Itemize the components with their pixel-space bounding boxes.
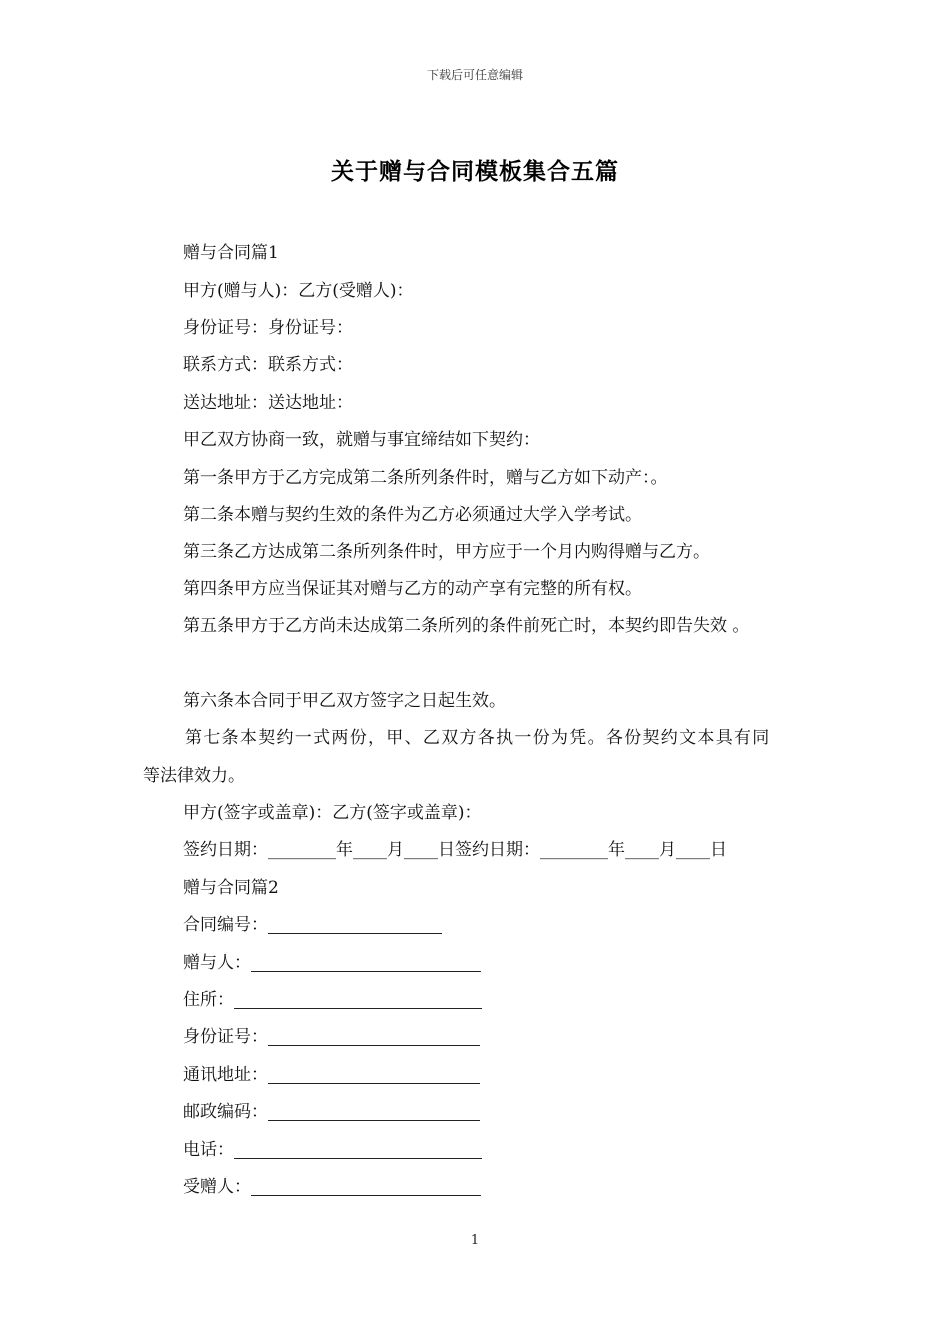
article-7-line-2: 等法律效力。 <box>143 766 245 786</box>
field-label: 住所： <box>183 990 234 1010</box>
parties-line: 甲方(赠与人)：乙方(受赠人)： <box>183 281 414 301</box>
article-6: 第六条本合同于甲乙双方签字之日起生效。 <box>183 691 506 711</box>
sign-dates-line: 签约日期：________年____月____日签约日期：________年____月____日 <box>183 840 727 860</box>
contract1-heading: 赠与合同篇1 <box>183 243 279 263</box>
donor-field <box>183 948 481 973</box>
signatures-line: 甲方(签字或盖章)：乙方(签字或盖章)： <box>183 803 482 823</box>
blank-line <box>251 953 481 972</box>
contract2-heading: 赠与合同篇2 <box>183 878 279 898</box>
article-5: 第五条甲方于乙方尚未达成第二条所列的条件前死亡时，本契约即告失效 。 <box>183 616 750 636</box>
address-line: 送达地址：送达地址： <box>183 393 353 413</box>
header-note: 下载后可任意编辑 <box>426 68 523 82</box>
contract-number-field <box>183 910 442 935</box>
article-3: 第三条乙方达成第二条所列条件时，甲方应于一个月内购得赠与乙方。 <box>183 542 710 562</box>
field-label: 身份证号： <box>183 1027 268 1047</box>
phone-field <box>183 1135 482 1160</box>
id-number-field <box>183 1022 480 1047</box>
field-label: 电话： <box>183 1140 234 1160</box>
mail-address-field <box>183 1060 480 1085</box>
blank-line <box>268 915 442 934</box>
blank-line <box>251 1177 481 1196</box>
postcode-field <box>183 1097 480 1122</box>
page-number: 1 <box>470 1233 480 1248</box>
article-4: 第四条甲方应当保证其对赠与乙方的动产享有完整的所有权。 <box>183 579 642 599</box>
field-label: 赠与人： <box>183 953 251 973</box>
residence-field <box>183 985 482 1010</box>
field-label: 邮政编码： <box>183 1102 268 1122</box>
field-label: 合同编号： <box>183 915 268 935</box>
contact-line: 联系方式：联系方式： <box>183 355 353 375</box>
field-label: 受赠人： <box>183 1177 251 1197</box>
article-7-line-1: 第七条本契约一式两份，甲、乙双方各执一份为凭。各份契约文本具有同 <box>185 728 771 748</box>
donee-field <box>183 1172 481 1197</box>
blank-line <box>234 990 482 1009</box>
article-2: 第二条本赠与契约生效的条件为乙方必须通过大学入学考试。 <box>183 505 642 525</box>
blank-line <box>268 1065 480 1084</box>
blank-line <box>234 1140 482 1159</box>
document-title: 关于赠与合同模板集合五篇 <box>331 158 619 185</box>
intro-line: 甲乙双方协商一致，就赠与事宜缔结如下契约： <box>183 430 540 450</box>
blank-line <box>268 1102 480 1121</box>
blank-line <box>268 1027 480 1046</box>
field-label: 通讯地址： <box>183 1065 268 1085</box>
id-line: 身份证号：身份证号： <box>183 318 353 338</box>
article-1: 第一条甲方于乙方完成第二条所列条件时，赠与乙方如下动产：。 <box>183 468 668 488</box>
